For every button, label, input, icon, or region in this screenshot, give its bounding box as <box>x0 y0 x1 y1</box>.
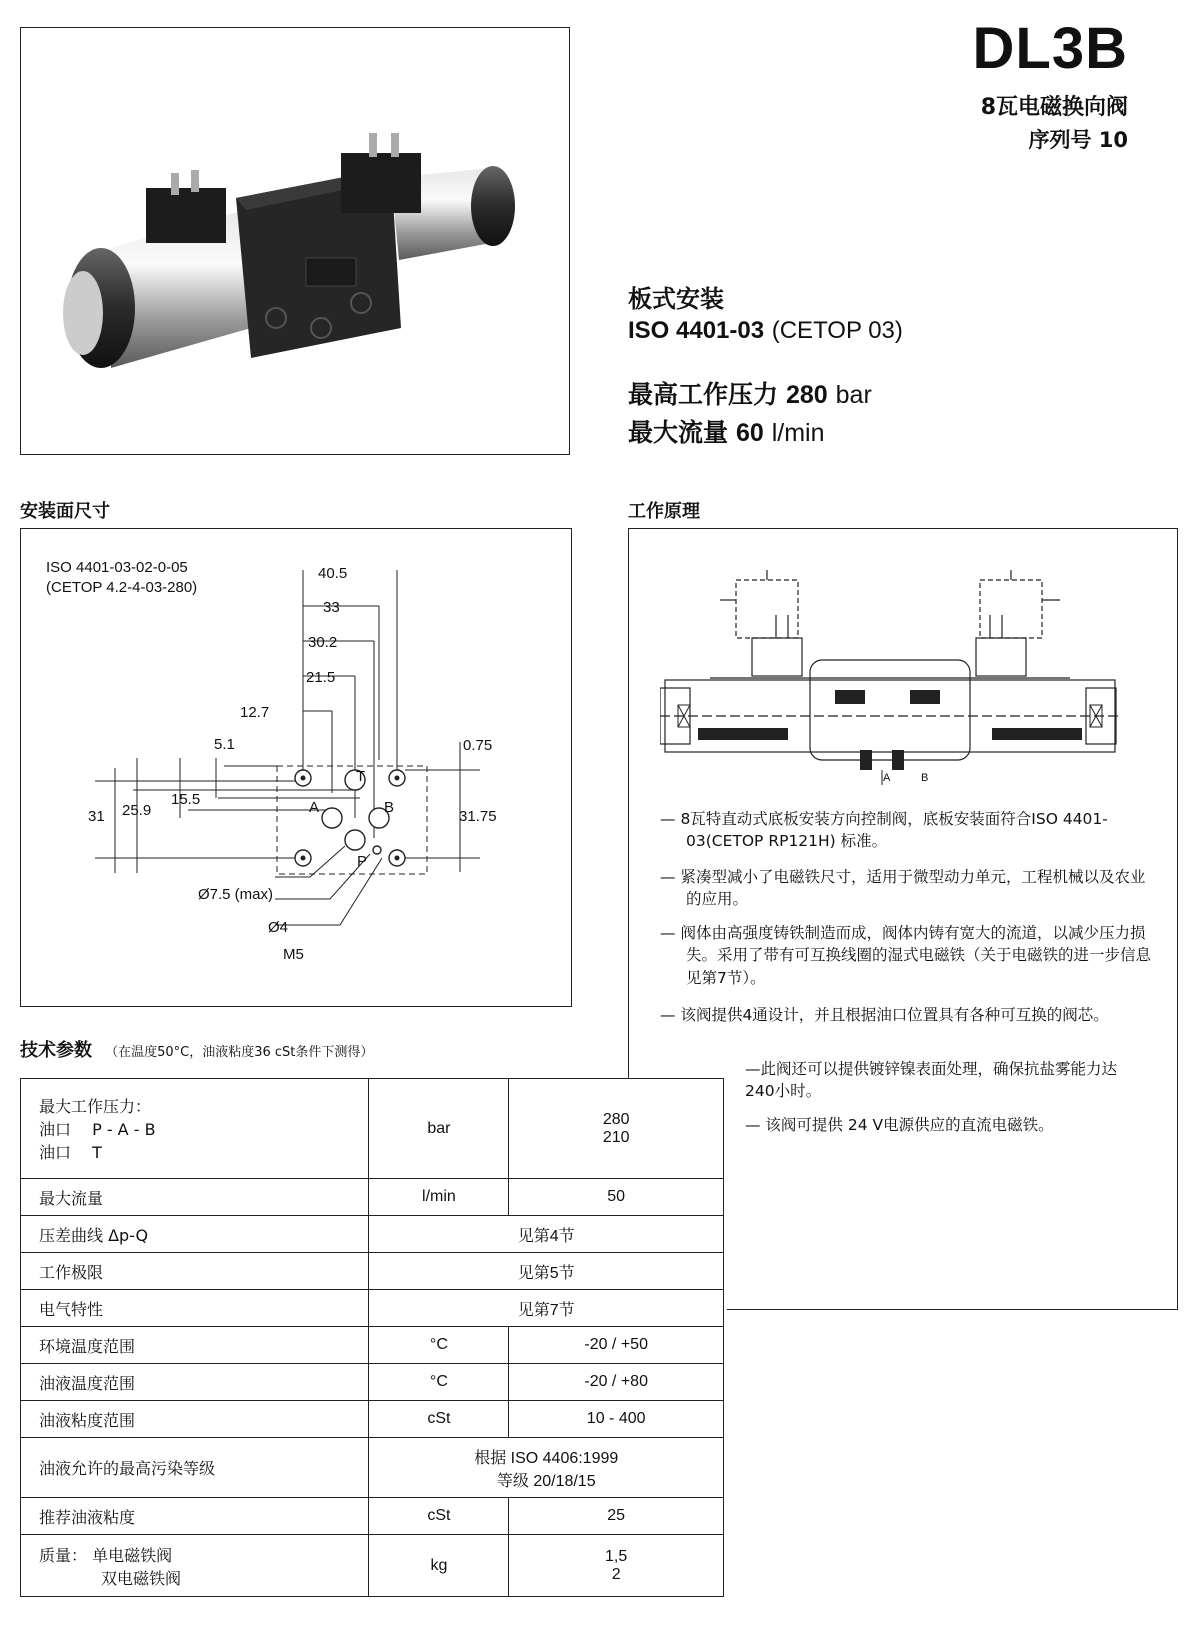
cell-label: 工作极限 <box>21 1253 369 1290</box>
cell-value: -20 / +50 <box>509 1327 724 1364</box>
cell-label: 最大流量 <box>21 1179 369 1216</box>
cell-value: -20 / +80 <box>509 1364 724 1401</box>
cell-unit: bar <box>369 1079 509 1179</box>
flow-value: 60 <box>735 419 764 447</box>
tech-table <box>20 1078 724 1597</box>
dim-25-9: 25.9 <box>122 802 152 819</box>
table-row <box>21 1364 724 1401</box>
table-row <box>21 1079 724 1179</box>
model-subtitle: 8瓦电磁换向阀 <box>980 95 1128 120</box>
dim-31-75: 31.75 <box>459 808 497 825</box>
cell-unit: cSt <box>369 1401 509 1438</box>
tech-title: 技术参数 <box>20 1040 92 1061</box>
dim-40-5: 40.5 <box>318 565 348 582</box>
dim-30-2: 30.2 <box>308 634 338 651</box>
spec-pressure <box>628 380 872 410</box>
dim-12-7: 12.7 <box>240 704 270 721</box>
cell-value: 见第4节 <box>369 1216 724 1253</box>
principle-extra-2: — 该阀可提供 24 V电源供应的直流电磁铁。 <box>745 1116 1054 1134</box>
cell-label: 油液粘度范围 <box>21 1401 369 1438</box>
mounting-title: 安装面尺寸 <box>20 501 110 522</box>
tech-note: （在温度50°C，油液粘度36 cSt条件下测得） <box>105 1045 374 1060</box>
r9-val-b: 等级 20/18/15 <box>496 1472 596 1490</box>
flow-label: 最大流量 <box>628 418 729 447</box>
product-photo-frame <box>20 27 570 455</box>
cell-label <box>21 1079 369 1179</box>
cell-label: 油液温度范围 <box>21 1364 369 1401</box>
series-value: 10 <box>1098 128 1128 152</box>
cell-label: 环境温度范围 <box>21 1327 369 1364</box>
port-A-label: A <box>309 799 320 816</box>
pressure-unit: bar <box>835 381 872 409</box>
spec-flow <box>628 418 825 448</box>
principle-extra-1: —此阀还可以提供镀锌镍表面处理，确保抗盐雾能力达240小时。 <box>745 1060 1118 1101</box>
cell-value <box>509 1079 724 1179</box>
mounting-standard-1: ISO 4401-03-02-0-05 <box>46 559 188 576</box>
tech-title-line <box>20 1040 373 1062</box>
port-T-label: T <box>356 768 366 785</box>
cell-value: 见第5节 <box>369 1253 724 1290</box>
r1-label-b: 油口 P - A - B <box>39 1120 156 1139</box>
section-label-B: B <box>921 772 929 784</box>
r1-val-b: 210 <box>602 1128 630 1146</box>
principle-bullet-3: — 阀体由高强度铸铁制造而成，阀体内铸有宽大的流道，以减少压力损失。采用了带有可互换线圈的湿式电磁铁（关于电磁铁的进一步信息见第7节）。 <box>660 924 1152 987</box>
cell-label <box>21 1535 369 1597</box>
bullet-1-text: 8瓦特直动式底板安装方向控制阀，底板安装面符合ISO 4401-03(CETOP RP121H) 标准。 <box>680 810 1108 851</box>
valve-photo <box>21 28 568 453</box>
r1-label-a: 最大工作压力： <box>39 1097 152 1116</box>
valve-cross-section <box>660 570 1150 790</box>
model-code: DL3B <box>972 16 1128 81</box>
principle-bullet-2: — 紧凑型减小了电磁铁尺寸，适用于微型动力单元，工程机械以及农业的应用。 <box>660 868 1146 909</box>
cell-value: 10 - 400 <box>509 1401 724 1438</box>
cell-unit: kg <box>369 1535 509 1597</box>
table-row <box>21 1290 724 1327</box>
table-row <box>21 1401 724 1438</box>
hole-4-label: Ø4 <box>268 919 289 936</box>
cell-label: 推荐油液粘度 <box>21 1498 369 1535</box>
m5-label: M5 <box>283 946 304 963</box>
port-B-label: B <box>384 799 395 816</box>
dim-15-5: 15.5 <box>171 791 201 808</box>
r1-val-a: 280 <box>602 1110 630 1128</box>
spec-iso-paren: (CETOP 03) <box>771 317 903 344</box>
cell-unit: l/min <box>369 1179 509 1216</box>
series-label: 序列号 <box>1028 128 1092 152</box>
table-row <box>21 1535 724 1597</box>
table-row <box>21 1179 724 1216</box>
cell-value: 25 <box>509 1498 724 1535</box>
r11-val-b: 2 <box>611 1565 621 1583</box>
pressure-label: 最高工作压力 <box>628 380 779 409</box>
table-row <box>21 1327 724 1364</box>
dim-0-75: 0.75 <box>463 737 493 754</box>
mounting-diagram <box>20 528 572 1007</box>
series-line <box>1028 128 1128 153</box>
cell-unit: cSt <box>369 1498 509 1535</box>
pressure-value: 280 <box>785 381 828 409</box>
dim-21-5: 21.5 <box>306 669 336 686</box>
cell-value <box>369 1438 724 1498</box>
mounting-standard-2: (CETOP 4.2-4-03-280) <box>46 579 198 596</box>
principle-title: 工作原理 <box>628 501 700 522</box>
table-row <box>21 1498 724 1535</box>
table-row <box>21 1216 724 1253</box>
hole-7-5-label: Ø7.5 (max) <box>198 886 274 903</box>
r9-val-a: 根据 ISO 4406:1999 <box>474 1449 619 1467</box>
r1-label-c: 油口 T <box>39 1143 102 1162</box>
spec-mount: 板式安装 <box>628 285 724 313</box>
bullet-3-text: 阀体由高强度铸铁制造而成，阀体内铸有宽大的流道，以减少压力损失。采用了带有可互换线圈的湿式电磁铁（关于电磁铁的进一步信息见第7节）。 <box>680 924 1152 987</box>
r11-label-a: 质量： 单电磁铁阀 <box>39 1545 173 1565</box>
table-row <box>21 1253 724 1290</box>
bullet-4-text: 该阀提供4通设计，并且根据油口位置具有各种可互换的阀芯。 <box>680 1006 1109 1024</box>
cell-unit: °C <box>369 1327 509 1364</box>
flow-unit: l/min <box>771 419 825 447</box>
dim-31: 31 <box>88 808 105 825</box>
table-row <box>21 1438 724 1498</box>
r11-label-b: 双电磁铁阀 <box>101 1568 182 1588</box>
cell-label: 压差曲线 Δp-Q <box>21 1216 369 1253</box>
cell-value: 50 <box>509 1179 724 1216</box>
cell-value: 见第7节 <box>369 1290 724 1327</box>
dim-33: 33 <box>323 599 340 616</box>
bullet-2-text: 紧凑型减小了电磁铁尺寸，适用于微型动力单元，工程机械以及农业的应用。 <box>680 868 1146 909</box>
cell-unit: °C <box>369 1364 509 1401</box>
dim-5-1: 5.1 <box>214 736 235 753</box>
cell-value <box>509 1535 724 1597</box>
spec-iso-bold: ISO 4401-03 <box>628 317 765 344</box>
principle-bullet-1: — 8瓦特直动式底板安装方向控制阀，底板安装面符合ISO 4401-03(CETOP RP121H) 标准。 <box>660 810 1108 851</box>
cell-label: 油液允许的最高污染等级 <box>21 1438 369 1498</box>
port-P-label: P <box>357 853 368 870</box>
section-label-A: A <box>883 772 891 784</box>
r11-val-a: 1,5 <box>605 1547 628 1565</box>
principle-bullet-4: — 该阀提供4通设计，并且根据油口位置具有各种可互换的阀芯。 <box>660 1006 1109 1024</box>
spec-iso <box>628 316 903 346</box>
cell-label: 电气特性 <box>21 1290 369 1327</box>
